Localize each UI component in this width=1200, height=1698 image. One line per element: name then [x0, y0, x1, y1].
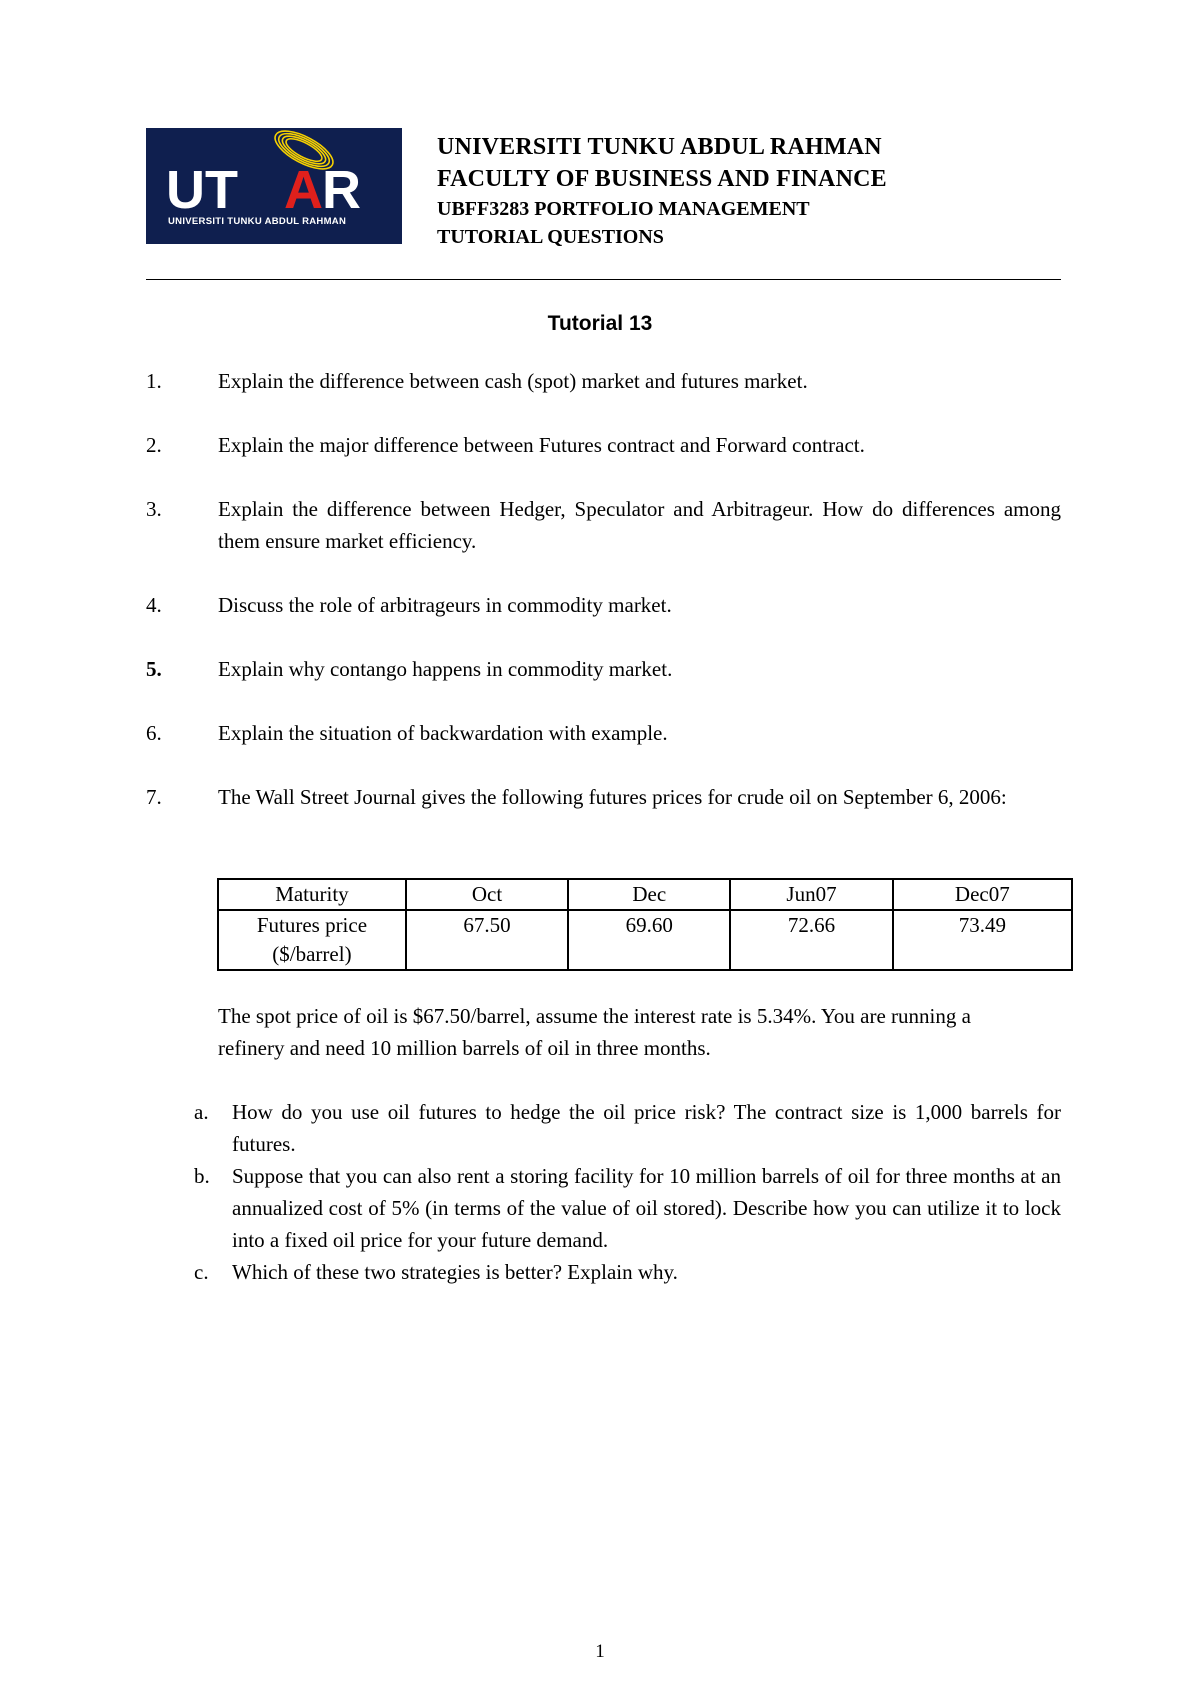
table-row [218, 910, 1072, 970]
table-header-cell: Jun07 [730, 879, 892, 910]
question-number: 2. [146, 433, 162, 457]
table-header-cell: Maturity [218, 879, 406, 910]
question-text: Discuss the role of arbitrageurs in commodity market. [218, 593, 672, 617]
table-header-cell: Dec [568, 879, 730, 910]
university-name: UNIVERSITI TUNKU ABDUL RAHMAN [437, 134, 882, 160]
question-2 [146, 429, 1061, 461]
question-7-paragraph: The spot price of oil is $67.50/barrel, assume the interest rate is 5.34%. You are running a refinery and need 10 million barrels of oil in three months. [218, 1004, 971, 1060]
table-header-cell: Oct [406, 879, 568, 910]
question-text: Explain the difference between cash (spot) market and futures market. [218, 369, 808, 393]
question-text: Explain the major difference between Futures contract and Forward contract. [218, 433, 865, 457]
document-type: TUTORIAL QUESTIONS [437, 226, 664, 248]
sub-question-label: b. [194, 1164, 210, 1188]
logo-letters-ut: UT [166, 160, 238, 220]
question-7 [146, 781, 1061, 813]
sub-question-label: c. [194, 1260, 209, 1284]
sub-question-text: Suppose that you can also rent a storing facility for 10 million barrels of oil for three months at an annualized cost of 5% (in terms of the value of oil stored). Describe how you can utilize it to lock into a fixed oil price for your future demand. [232, 1164, 1061, 1252]
table-cell: 69.60 [568, 910, 730, 970]
question-3 [146, 493, 1061, 557]
table-cell: 72.66 [730, 910, 892, 970]
futures-price-table [217, 878, 1073, 971]
sub-question-label: a. [194, 1100, 209, 1124]
faculty-name: FACULTY OF BUSINESS AND FINANCE [437, 166, 887, 192]
sub-question-text: Which of these two strategies is better? Explain why. [232, 1260, 678, 1284]
question-number: 5. [146, 657, 162, 681]
question-number: 6. [146, 721, 162, 745]
question-text: Explain why contango happens in commodity market. [218, 657, 673, 681]
sub-question-b [194, 1160, 1061, 1256]
header-divider [146, 279, 1061, 280]
sub-question-a [194, 1096, 1061, 1160]
tutorial-title: Tutorial 13 [547, 312, 653, 335]
utar-logo-graphic [146, 128, 402, 244]
table-header-row [218, 879, 1072, 910]
question-number: 1. [146, 369, 162, 393]
question-number: 4. [146, 593, 162, 617]
question-number: 7. [146, 785, 162, 809]
table-cell: 73.49 [893, 910, 1072, 970]
table-header-cell: Dec07 [893, 879, 1072, 910]
question-4 [146, 589, 1061, 621]
question-1 [146, 365, 1061, 397]
question-text: Explain the difference between Hedger, Speculator and Arbitrageur. How do differences among them ensure market efficiency. [218, 497, 1061, 553]
question-number: 3. [146, 497, 162, 521]
document-header [437, 131, 1057, 251]
page-number: 1 [595, 1641, 605, 1662]
utar-logo [146, 128, 402, 244]
table-cell: 67.50 [406, 910, 568, 970]
sub-question-c [194, 1256, 1061, 1288]
logo-letter-a: A [284, 160, 323, 220]
sub-question-text: How do you use oil futures to hedge the oil price risk? The contract size is 1,000 barrels for futures. [232, 1100, 1061, 1156]
logo-letter-r: R [322, 160, 361, 220]
table-row-label: Futures price ($/barrel) [218, 910, 406, 970]
question-5 [146, 653, 1061, 685]
question-text: The Wall Street Journal gives the following futures prices for crude oil on September 6, 2006: [218, 785, 1007, 809]
course-name: UBFF3283 PORTFOLIO MANAGEMENT [437, 198, 810, 220]
question-text: Explain the situation of backwardation with example. [218, 721, 668, 745]
logo-subtitle: UNIVERSITI TUNKU ABDUL RAHMAN [168, 216, 347, 227]
question-6 [146, 717, 1061, 749]
